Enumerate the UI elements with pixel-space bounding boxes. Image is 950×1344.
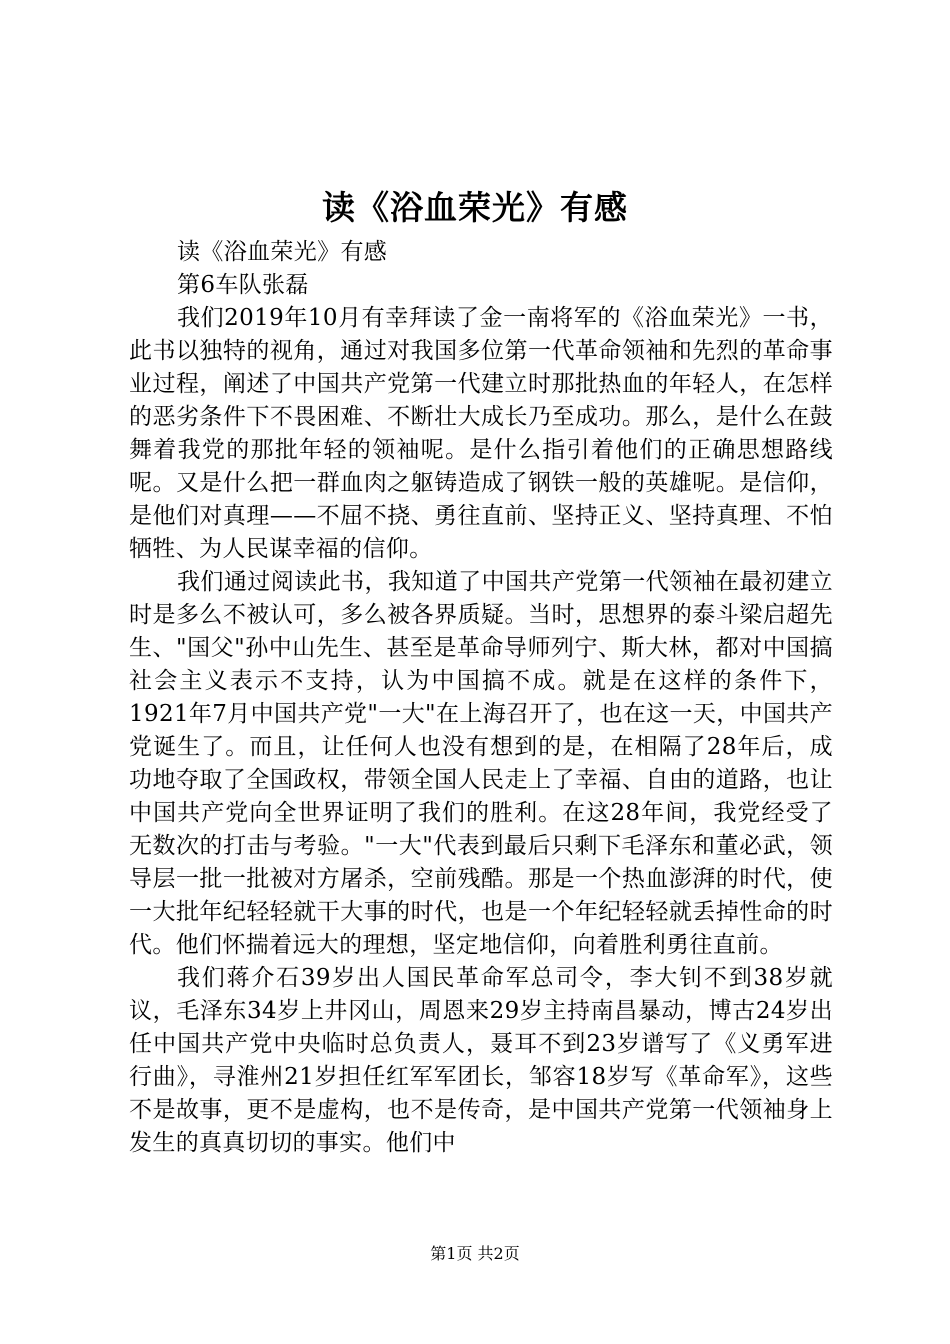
document-title: 读《浴血荣光》有感 [322,188,628,227]
body-paragraph: 我们2019年10月有幸拜读了金一南将军的《浴血荣光》一书，此书以独特的视角，通过对我国多位第一代革命领袖和先烈的革命事业过程，阐述了中国共产党第一代建立时那批热血的年轻人，在怎样的恶劣条件下不畏困难、不断壮大成长乃至成功。那么，是什么在鼓舞着我党的那批年轻的领袖呢。是什么指引着他们的正确思想路线呢。又是什么把一群血肉之躯铸造成了钢铁一般的英雄呢。是信仰，是他们对真理——不屈不挠、勇往直前、坚持正义、坚持真理、不怕牺牲、为人民谋幸福的信仰。 [129,305,833,562]
document-body [129,236,833,1160]
body-paragraph: 我们蒋介石39岁出人国民革命军总司令，李大钊不到38岁就议，毛泽东34岁上井冈山，周恩来29岁主持南昌暴动，博古24岁出任中国共产党中央临时总负责人，聂耳不到23岁谱写了《义勇军进行曲》，寻淮州21岁担任红军军团长，邹容18岁写《革命军》，这些不是故事，更不是虚构，也不是传奇，是中国共产党第一代领袖身上发生的真真切切的事实。他们中 [129,965,833,1156]
author-paragraph: 第6车队张磊 [177,272,309,298]
body-paragraph: 我们通过阅读此书，我知道了中国共产党第一代领袖在最初建立时是多么不被认可，多么被各界质疑。当时，思想界的泰斗梁启超先生、"国父"孙中山先生、甚至是革命导师列宁、斯大林，都对中国搞社会主义表示不支持，认为中国搞不成。就是在这样的条件下，1921年7月中国共产党"一大"在上海召开了，也在这一天，中国共产党诞生了。而且，让任何人也没有想到的是，在相隔了28年后，成功地夺取了全国政权，带领全国人民走上了幸福、自由的道路，也让中国共产党向全世界证明了我们的胜利。在这28年间，我党经受了无数次的打击与考验。"一大"代表到最后只剩下毛泽东和董必武，领导层一批一批被对方屠杀，空前残酷。那是一个热血澎湃的时代，使一大批年纪轻轻就干大事的时代，也是一个年纪轻轻就丢掉性命的时代。他们怀揣着远大的理想，坚定地信仰，向着胜利勇往直前。 [129,569,833,958]
page-footer: 第1页 共2页 [430,1244,520,1263]
subtitle-paragraph: 读《浴血荣光》有感 [177,239,388,265]
